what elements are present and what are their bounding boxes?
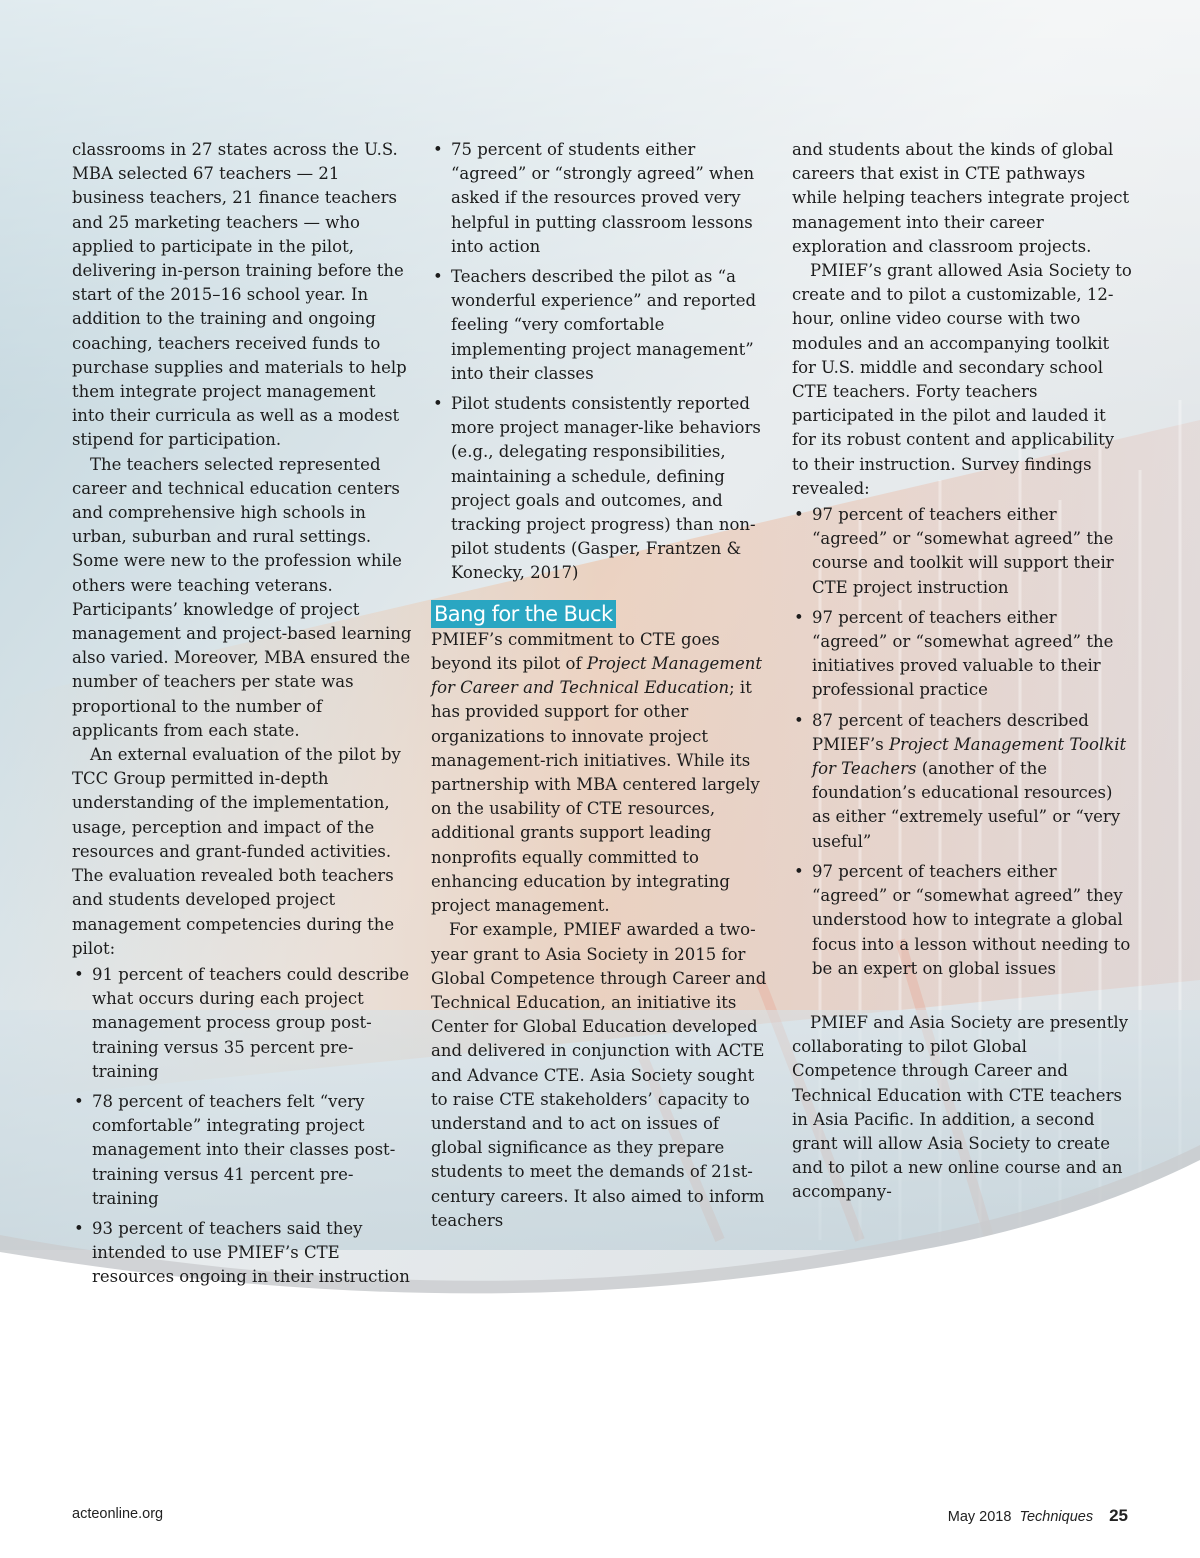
publication-title: Project Management Toolkit for Teachers	[812, 734, 1127, 779]
list-item: • 97 percent of teachers either “agreed” or “somewhat agreed” they understood how to integrate a global focus into a lesson without needing to be an expert on global issues	[792, 860, 1132, 981]
section-heading: Bang for the Buck	[431, 600, 616, 628]
text-run: (another of the foundation’s educational resources) as either “extremely useful” or “very useful”	[812, 759, 1121, 851]
footer-issue	[948, 1506, 1128, 1526]
column-2	[431, 138, 767, 1233]
paragraph: For example, PMIEF awarded a two-year grant to Asia Society in 2015 for Global Competence through Career and Technical Education, an initiative its Center for Global Education developed and delivered in conjunction with ACTE and Advance CTE. Asia Society sought to raise CTE stakeholders’ capacity to understand and to act on issues of global significance as they prepare students to meet the demands of 21st-century careers. It also aimed to inform teachers	[431, 920, 767, 1230]
bullet-list	[72, 963, 412, 1290]
issue-date: May 2018	[947, 1509, 1012, 1525]
text-run: ; it has provided support for other organizations to innovate project management-rich initiatives. While its partnership with MBA centered largely on the usability of CTE resources, additional grants support leading nonprofits equally committed to enhancing education by integrating project management.	[431, 678, 760, 916]
paragraph: classrooms in 27 states across the U.S. MBA selected 67 teachers — 21 business teachers, 21 finance teachers and 25 marketing teachers — who applied to participate in the pilot, delivering in-person training before the start of the 2015–16 school year. In addition to the training and ongoing coaching, teachers received funds to purchase supplies and materials to help them integrate project management into their curricula as well as a modest stipend for participation.	[72, 140, 407, 450]
list-item	[792, 709, 1132, 854]
list-item: • Teachers described the pilot as “a wonderful experience” and reported feeling “very comfortable implementing project management” into their classes	[431, 265, 767, 386]
page-number: 25	[1109, 1506, 1128, 1525]
paragraph: An external evaluation of the pilot by TCC Group permitted in-depth understanding of the implementation, usage, perception and impact of the resources and grant-funded activities. The evaluation revealed both teachers and students developed project management competencies during the pilot:	[72, 745, 401, 958]
bullet-list	[431, 138, 767, 586]
paragraph: The teachers selected represented career and technical education centers and comprehensive high schools in urban, suburban and rural settings. Some were new to the profession while others were teaching veterans. Participants’ knowledge of project management and project-based learning also varied. Moreover, MBA ensured the number of teachers per state was proportional to the number of applicants from each state.	[72, 454, 412, 740]
list-item: • 93 percent of teachers said they intended to use PMIEF’s CTE resources ongoing in their instruction	[72, 1217, 412, 1290]
text-run: PMIEF’s commitment to CTE goes beyond its pilot of	[431, 629, 720, 674]
text-run: 87 percent of teachers described PMIEF’s	[812, 710, 1089, 754]
list-item: • 97 percent of teachers either “agreed” or “somewhat agreed” the initiatives proved valuable to their professional practice	[792, 606, 1132, 703]
bullet-list	[792, 503, 1132, 981]
paragraph: PMIEF and Asia Society are presently collaborating to pilot Global Competence through Career and Technical Education with CTE teachers in Asia Pacific. In addition, a second grant will allow Asia Society to create and to pilot a new online course and an accompany-	[792, 1012, 1129, 1202]
list-item: • 91 percent of teachers could describe what occurs during each project management process group post-training versus 35 percent pre-training	[72, 963, 412, 1084]
list-item: • 78 percent of teachers felt “very comfortable” integrating project management into their classes post-training versus 41 percent pre-training	[72, 1090, 412, 1211]
spacer	[792, 987, 1132, 1011]
column-1	[72, 138, 412, 1296]
paragraph: PMIEF’s grant allowed Asia Society to create and to pilot a customizable, 12-hour, online video course with two modules and an accompanying toolkit for U.S. middle and secondary school CTE teachers. Forty teachers participated in the pilot and lauded it for its robust content and applicability to their instruction. Survey findings revealed:	[792, 261, 1132, 498]
footer-website: acteonline.org	[72, 1506, 164, 1522]
list-item: • Pilot students consistently reported more project manager-like behaviors (e.g., delegating responsibilities, maintaining a schedule, defining project goals and outcomes, and tracking project progress) than non-pilot students (Gasper, Frantzen & Konecky, 2017)	[431, 392, 767, 586]
paragraph: and students about the kinds of global careers that exist in CTE pathways while helping teachers integrate project management into their career exploration and classroom projects.	[792, 140, 1130, 256]
magazine-name: Techniques	[1019, 1509, 1094, 1525]
publication-title: Project Management for Career and Technical Education	[431, 654, 762, 698]
list-item: • 75 percent of students either “agreed” or “strongly agreed” when asked if the resources proved very helpful in putting classroom lessons into action	[431, 138, 767, 259]
paragraph	[431, 628, 767, 918]
column-3	[792, 138, 1132, 1205]
list-item: • 97 percent of teachers either “agreed” or “somewhat agreed” the course and toolkit will support their CTE project instruction	[792, 503, 1132, 600]
